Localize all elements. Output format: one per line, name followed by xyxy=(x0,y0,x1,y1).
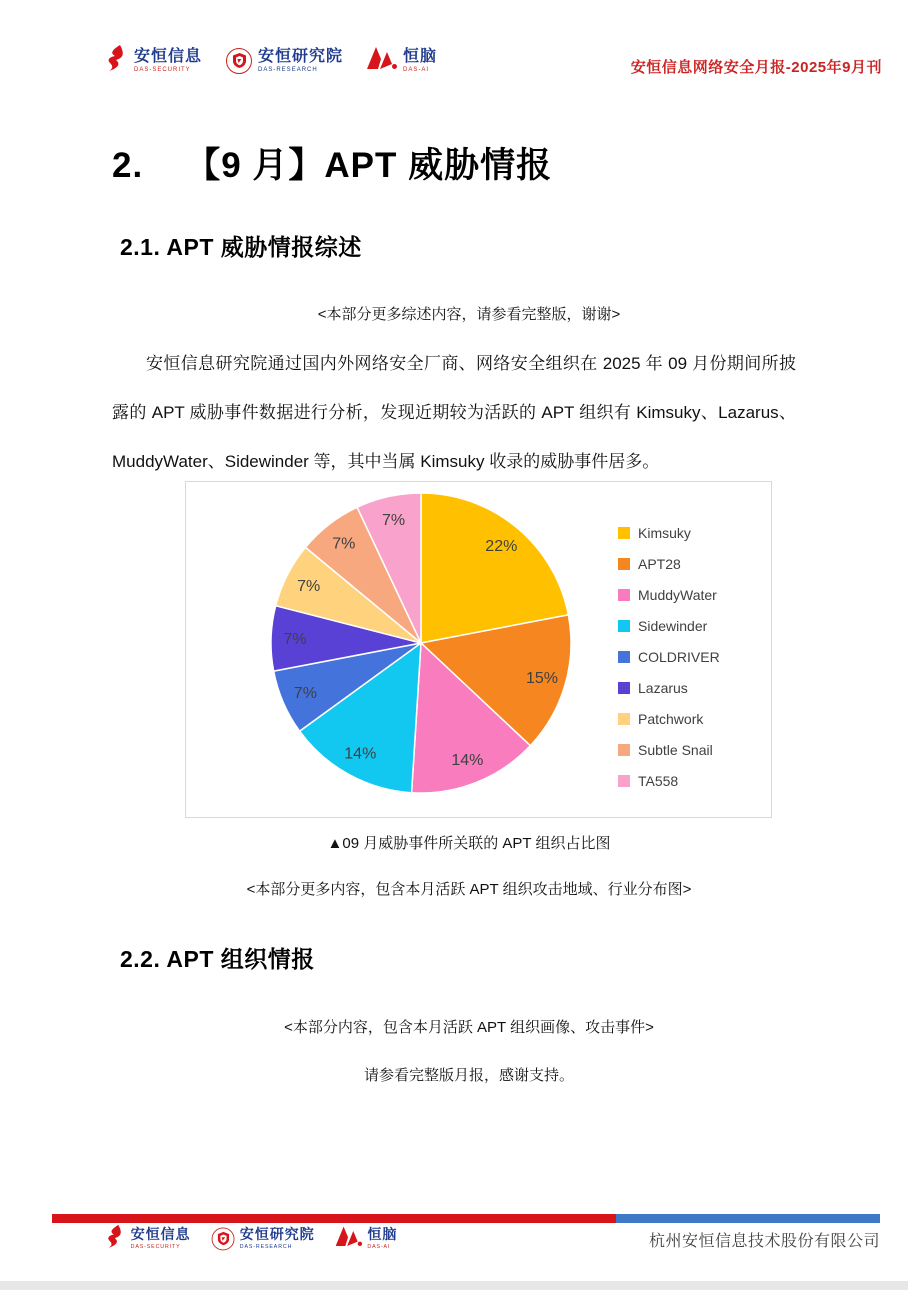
footer-divider-bar xyxy=(52,1214,880,1223)
edition-label: 安恒信息网络安全月报-2025年9月刊 xyxy=(630,59,882,76)
apt-pie-figure xyxy=(185,481,772,818)
legend-item xyxy=(618,553,720,574)
section-2-2-title: 2.2. APT 组织情报 xyxy=(120,946,315,972)
hengnao-logo-name: 恒脑 xyxy=(403,47,438,65)
legend-label: TA558 xyxy=(638,772,679,789)
legend-swatch-icon xyxy=(618,527,630,539)
legend-swatch-icon xyxy=(618,682,630,694)
hengnao-logo xyxy=(367,47,437,74)
header-logo-row xyxy=(106,44,437,77)
hengnao-ai-icon xyxy=(336,1227,362,1251)
dasinfo-logo-name: 安恒信息 xyxy=(130,1227,191,1243)
page-bottom-strip xyxy=(0,1281,908,1290)
pie-slice-label: 14% xyxy=(344,745,377,763)
pie-slice-label: 7% xyxy=(332,535,356,553)
legend-item xyxy=(618,522,720,543)
legend-label: Subtle Snail xyxy=(638,741,713,758)
hengnao-logo-name: 恒脑 xyxy=(367,1227,398,1243)
pie-slice-label: 22% xyxy=(485,537,518,555)
org-note: <本部分内容，包含本月活跃 APT 组织画像、攻击事件> xyxy=(284,1019,654,1036)
legend-item xyxy=(618,677,720,698)
legend-swatch-icon xyxy=(618,620,630,632)
legend-swatch-icon xyxy=(618,651,630,663)
legend-swatch-icon xyxy=(618,744,630,756)
legend-item xyxy=(618,739,720,760)
research-shield-icon xyxy=(212,1227,235,1250)
hengnao-logo-sub: DAS-AI xyxy=(367,1243,391,1250)
research-logo-name: 安恒研究院 xyxy=(239,1227,315,1243)
dasinfo-logo-name: 安恒信息 xyxy=(134,47,203,65)
research-logo-name: 安恒研究院 xyxy=(258,47,344,65)
legend-swatch-icon xyxy=(618,589,630,601)
thanks-note: 请参看完整版月报，感谢支持。 xyxy=(363,1067,574,1084)
hengnao-logo-sub: DAS-AI xyxy=(403,66,430,73)
pie-slice-label: 7% xyxy=(293,685,317,703)
chapter-title xyxy=(112,138,552,188)
research-logo-sub: DAS-RESEARCH xyxy=(258,66,318,73)
pie-slice-label: 7% xyxy=(297,577,321,595)
pie-slice-label: 14% xyxy=(451,752,484,770)
summary-paragraph: 安恒信息研究院通过国内外网络安全厂商、网络安全组织在 2025 年 09 月份期间所披露的 APT 威胁事件数据进行分析，发现近期较为活跃的 APT 组织有 Kimsuky、Lazarus、MuddyWater、Sidewinder 等，其中当属 Kimsuky 收录的威胁事件居多。 xyxy=(112,354,796,471)
dasinfo-logo-footer xyxy=(106,1224,190,1253)
legend-label: Patchwork xyxy=(638,710,704,727)
section-2-1-title: 2.1. APT 威胁情报综述 xyxy=(120,234,362,260)
footer-bar-blue xyxy=(616,1214,880,1223)
chapter-title-text: 【9 月】APT 威胁情报 xyxy=(185,146,553,185)
pie-slice-label: 7% xyxy=(283,631,307,649)
chapter-number: 2. xyxy=(112,146,144,185)
dasinfo-logo-sub: DAS-SECURITY xyxy=(134,66,191,73)
company-name: 杭州安恒信息技术股份有限公司 xyxy=(648,1233,880,1250)
hengnao-ai-icon xyxy=(367,47,397,74)
summary-note: <本部分更多综述内容，请参看完整版，谢谢> xyxy=(317,306,621,323)
dasinfo-swoosh-icon xyxy=(106,1224,125,1253)
legend-label: Lazarus xyxy=(638,679,688,696)
pie-slice-label: 7% xyxy=(381,512,406,530)
pie-legend xyxy=(618,522,720,801)
legend-label: Kimsuky xyxy=(638,524,691,541)
legend-item xyxy=(618,584,720,605)
legend-item xyxy=(618,708,720,729)
dasinfo-logo xyxy=(106,44,202,77)
footer-bar-red xyxy=(52,1214,616,1223)
research-logo-footer xyxy=(212,1227,315,1250)
legend-label: COLDRIVER xyxy=(638,648,720,665)
legend-swatch-icon xyxy=(618,558,630,570)
dasinfo-logo-sub: DAS-SECURITY xyxy=(130,1243,181,1250)
legend-label: Sidewinder xyxy=(638,617,708,634)
hengnao-logo-footer xyxy=(336,1227,398,1251)
legend-item xyxy=(618,770,720,791)
pie-slice-label: 15% xyxy=(525,670,559,688)
legend-swatch-icon xyxy=(618,775,630,787)
research-logo-sub: DAS-RESEARCH xyxy=(239,1243,293,1250)
footer-logo-row xyxy=(106,1224,397,1253)
more-content-note: <本部分更多内容，包含本月活跃 APT 组织攻击地域、行业分布图> xyxy=(246,881,692,898)
legend-label: APT28 xyxy=(638,555,681,572)
research-logo xyxy=(226,48,343,74)
legend-item xyxy=(618,615,720,636)
research-shield-icon xyxy=(226,48,252,74)
figure-caption: ▲09 月威胁事件所关联的 APT 组织占比图 xyxy=(327,835,611,852)
legend-item xyxy=(618,646,720,667)
legend-swatch-icon xyxy=(618,713,630,725)
dasinfo-swoosh-icon xyxy=(106,44,128,77)
legend-label: MuddyWater xyxy=(638,586,717,603)
